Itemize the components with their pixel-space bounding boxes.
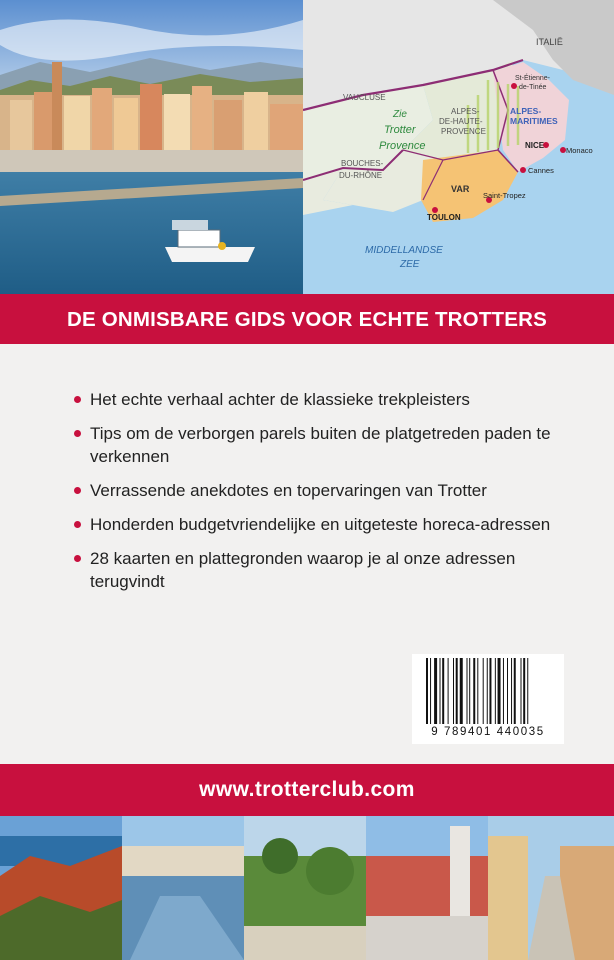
barcode-bars	[424, 658, 560, 728]
map-label-bouches-1: BOUCHES-	[341, 159, 384, 168]
website-banner[interactable]: www.trotterclub.com	[0, 764, 614, 816]
map-label-zie-1: Zie	[393, 109, 407, 120]
map-label-alpes-haute-1: ALPES-	[451, 107, 480, 116]
list-item: Verrassende anekdotes en topervaringen van Trotter	[74, 479, 574, 502]
feature-list	[74, 388, 574, 604]
harbour-photo	[0, 0, 303, 294]
map-label-vaucluse: VAUCLUSE	[343, 93, 386, 102]
bullet-dot-icon	[74, 555, 81, 562]
map-label-sea-2: ZEE	[400, 259, 420, 270]
list-item: Honderden budgetvriendelijke en uitgeteste horeca-adressen	[74, 513, 574, 536]
map-label-st-etienne-2: de-Tinée	[519, 84, 547, 91]
bullet-dot-icon	[74, 396, 81, 403]
isbn-number: 9 789401 440035	[431, 726, 545, 738]
bullet-dot-icon	[74, 430, 81, 437]
map-label-st-etienne-1: St-Étienne-	[515, 75, 551, 82]
list-item: 28 kaarten en plattegronden waarop je al onze adressen terugvindt	[74, 547, 574, 593]
map-label-bouches-2: DU-RHÔNE	[339, 171, 383, 180]
bullet-dot-icon	[74, 521, 81, 528]
map-label-sea-1: MIDDELLANDSE	[365, 245, 443, 256]
fountain-photo	[122, 816, 244, 960]
map-label-alpes-haute-3: PROVENCE	[441, 127, 486, 136]
list-item: Tips om de verborgen parels buiten de platgetreden paden te verkennen	[74, 422, 574, 468]
bullet-dot-icon	[74, 487, 81, 494]
street-photo	[488, 816, 614, 960]
map-label-nice: NICE	[525, 141, 545, 150]
map-label-saint-tropez: Saint-Tropez	[483, 191, 526, 200]
map-label-alpes-mar-2: MARITIMES	[510, 116, 558, 126]
barcode	[412, 654, 564, 744]
list-item: Het echte verhaal achter de klassieke trekpleisters	[74, 388, 574, 411]
garden-photo	[244, 816, 366, 960]
map-label-zie-3: Provence	[379, 140, 426, 152]
map-label-italie: ITALIË	[536, 37, 563, 47]
map-label-zie-2: Trotter	[384, 124, 416, 136]
map-label-alpes-mar-1: ALPES-	[510, 106, 542, 116]
map-label-var: VAR	[451, 184, 470, 194]
region-map	[303, 0, 614, 294]
coastline-photo	[0, 816, 122, 960]
square-photo	[366, 816, 488, 960]
cover-top	[0, 0, 614, 294]
map-label-monaco: Monaco	[566, 146, 593, 155]
map-label-alpes-haute-2: DE-HAUTE-	[439, 117, 483, 126]
photo-strip	[0, 816, 614, 960]
tagline-banner: DE ONMISBARE GIDS VOOR ECHTE TROTTERS	[0, 294, 614, 344]
map-label-cannes: Cannes	[528, 166, 554, 175]
map-label-toulon: TOULON	[427, 213, 461, 222]
